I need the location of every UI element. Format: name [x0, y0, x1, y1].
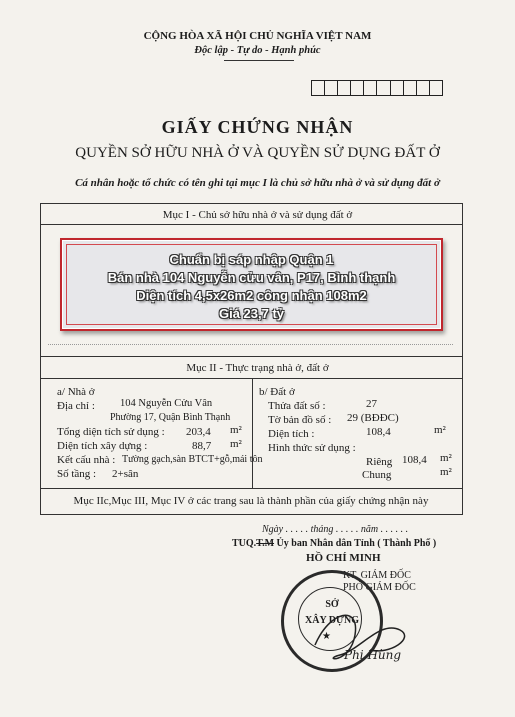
- usage-form-label: Hình thức sử dụng :: [268, 442, 356, 454]
- certificate-subtitle: QUYỀN SỞ HỮU NHÀ Ở VÀ QUYỀN SỬ DỤNG ĐẤT Ở: [75, 145, 440, 161]
- overlay-line-3: Diện tích 4,5x26m2 công nhận 108m2: [136, 288, 367, 303]
- intro-text: Cá nhân hoặc tổ chức có tên ghi tại mục I là chủ sở hữu nhà ở và sử dụng đất ở: [75, 177, 440, 189]
- land-section-title: b/ Đất ở: [259, 386, 295, 398]
- private-label: Riêng: [366, 456, 393, 468]
- structure-label: Kết cấu nhà :: [57, 454, 116, 466]
- overlay-line-1: Chuẩn bị sáp nhập Quận 1: [169, 252, 334, 267]
- divider: [40, 356, 462, 357]
- total-area-value: 203,4: [186, 426, 211, 438]
- authority-strike: T.M: [256, 538, 275, 549]
- build-area-unit: m²: [230, 438, 242, 450]
- total-area-unit: m²: [230, 424, 242, 436]
- overlay-line-2: Bán nhà 104 Nguyễn cửu vân, P17, Bình thạnh: [107, 270, 396, 285]
- certificate-title: GIẤY CHỨNG NHẬN: [161, 117, 354, 137]
- map-sheet-value: 29 (BĐĐC): [347, 412, 399, 424]
- private-unit: m²: [440, 452, 452, 464]
- authority-prefix: TUQ.: [232, 538, 257, 549]
- plot-label: Thửa đất số :: [268, 400, 326, 412]
- shared-label: Chung: [362, 469, 392, 481]
- issuing-authority: [232, 538, 436, 549]
- footer-note: Mục IIc,Mục III, Mục IV ở các trang sau là thành phần của giấy chứng nhận này: [73, 495, 429, 507]
- motto: Độc lập - Tự do - Hạnh phúc: [194, 45, 321, 56]
- overlay-line-4: Giá 23,7 tỷ: [218, 306, 285, 321]
- address-value-ward: Phường 17, Quận Bình Thạnh: [110, 412, 231, 423]
- structure-value: Tường gạch,sàn BTCT+gỗ,mái tôn: [122, 454, 263, 465]
- kt-director: KT. GIÁM ĐỐC: [343, 570, 411, 581]
- total-area-label: Tổng diện tích sử dụng :: [57, 426, 165, 438]
- shared-unit: m²: [440, 466, 452, 478]
- map-sheet-label: Tờ bản đồ số :: [268, 414, 332, 426]
- section1-heading: Mục I - Chủ sở hữu nhà ở và sử dụng đất ở: [162, 209, 353, 221]
- column-divider: [252, 378, 253, 488]
- serial-number-box: [311, 80, 443, 96]
- house-section-title: a/ Nhà ở: [57, 386, 95, 398]
- address-label: Địa chỉ :: [57, 400, 95, 412]
- divider: [40, 224, 462, 225]
- floors-value: 2+sân: [112, 468, 139, 480]
- land-area-unit: m²: [434, 424, 446, 436]
- sale-overlay-box: [60, 238, 443, 331]
- land-area-label: Diện tích :: [268, 428, 315, 440]
- section2-heading: Mục II - Thực trạng nhà ở, đất ở: [186, 362, 329, 374]
- seal-text-2: XÂY DỰNG: [305, 615, 359, 626]
- authority-rest: Ủy ban Nhân dân Tỉnh ( Thành Phố ): [276, 538, 437, 549]
- republic-heading: CỘNG HÒA XÃ HỘI CHỦ NGHĨA VIỆT NAM: [143, 30, 372, 42]
- plot-value: 27: [366, 398, 377, 410]
- seal-text-1: SỞ: [325, 599, 339, 610]
- star-icon: ★: [322, 631, 331, 642]
- private-value: 108,4: [402, 454, 427, 466]
- divider: [40, 488, 462, 489]
- signer-name: Phi Hùng: [344, 648, 402, 662]
- date-line: Ngày . . . . . tháng . . . . . năm . . . . . .: [262, 524, 409, 535]
- authority-city: HỒ CHÍ MINH: [306, 552, 381, 564]
- floors-label: Số tầng :: [57, 468, 97, 480]
- deputy-director: PHÓ GIÁM ĐỐC: [343, 582, 416, 593]
- divider: [40, 378, 462, 379]
- build-area-value: 88,7: [192, 440, 212, 452]
- owner-dotted-line: [48, 344, 453, 345]
- build-area-label: Diện tích xây dựng :: [57, 440, 148, 452]
- address-value: 104 Nguyễn Cửu Vân: [120, 398, 213, 409]
- land-area-value: 108,4: [366, 426, 391, 438]
- motto-underline: [224, 60, 294, 61]
